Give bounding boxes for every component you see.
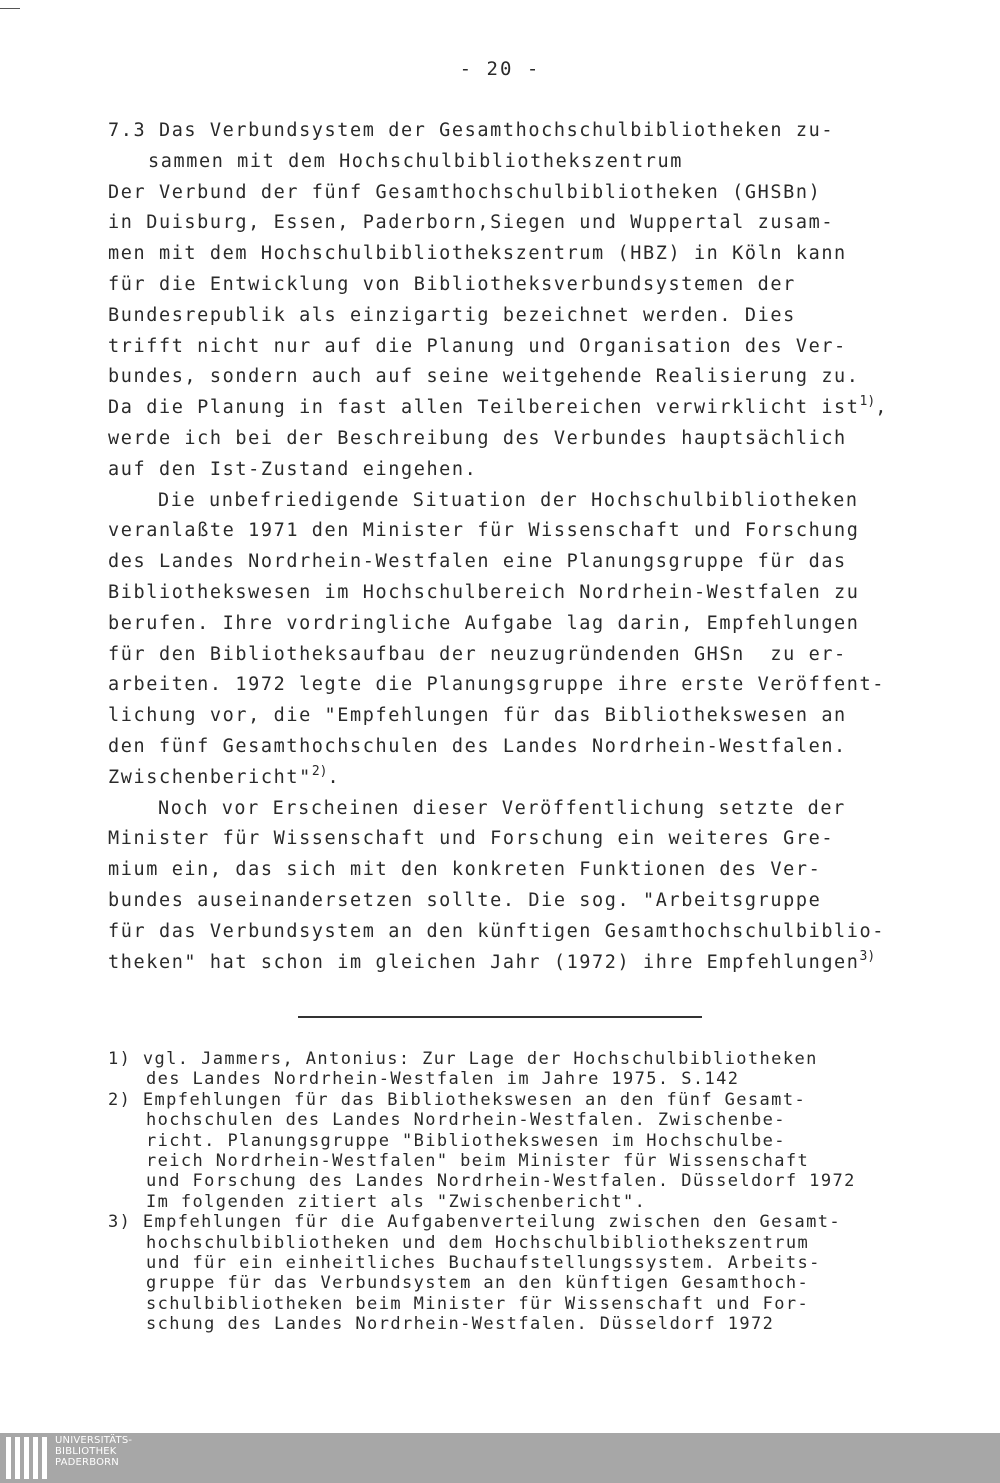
line-text: sammen mit dem Hochschulbibliothekszentrum — [148, 150, 683, 172]
line-text: werde ich bei der Beschreibung des Verbundes hauptsächlich — [108, 427, 847, 449]
line-text: berufen. Ihre vordringliche Aufgabe lag darin, Empfehlungen — [108, 612, 860, 634]
text-line — [108, 794, 898, 825]
line-punctuation: . — [327, 766, 341, 788]
footnote-line: hochschulen des Landes Nordrhein-Westfalen. Zwischenbe- — [146, 1110, 786, 1131]
footnote-line: richt. Planungsgruppe "Bibliothekswesen im Hochschulbe- — [146, 1130, 786, 1151]
text-line — [108, 301, 898, 332]
line-text: arbeiten. 1972 legte die Planungsgruppe ihre erste Veröffent- — [108, 674, 886, 696]
line-text: Die unbefriedigende Situation der Hochschulbibliotheken — [158, 489, 859, 511]
text-line — [108, 763, 898, 794]
footnote-line: schung des Landes Nordrhein-Westfalen. Düsseldorf 1972 — [146, 1314, 775, 1335]
text-line — [108, 270, 898, 301]
footnote-line: und Forschung des Landes Nordrhein-Westfalen. Düsseldorf 1972 — [146, 1171, 856, 1192]
line-text: bundes auseinandersetzen sollte. Die sog. "Arbeitsgruppe — [108, 889, 822, 911]
text-line — [108, 609, 898, 640]
text-line — [108, 824, 898, 855]
line-text: Zwischenbericht" — [108, 766, 312, 788]
text-line — [108, 147, 898, 178]
text-line — [108, 424, 898, 455]
text-line — [108, 116, 898, 147]
body-text — [108, 116, 898, 978]
text-line — [108, 732, 898, 763]
text-line — [108, 332, 898, 363]
line-text: für das Verbundsystem an den künftigen Gesamthochschulbiblio- — [108, 920, 886, 942]
line-text: für die Entwicklung von Bibliotheksverbundsystemen der — [108, 273, 796, 295]
text-line — [108, 239, 898, 270]
footnotes — [108, 1049, 928, 1334]
footnote-line: hochschulbibliotheken und dem Hochschulbibliothekszentrum — [146, 1232, 810, 1253]
text-line — [108, 208, 898, 239]
text-line — [108, 578, 898, 609]
footnote-line: Im folgenden zitiert als "Zwischenbericht". — [146, 1191, 647, 1212]
logo-line: BIBLIOTHEK — [55, 1446, 117, 1458]
footnote-line: 1) vgl. Jammers, Antonius: Zur Lage der Hochschulbibliotheken — [108, 1049, 818, 1069]
text-line — [108, 640, 898, 671]
footnote — [108, 1049, 928, 1090]
line-text: bundes, sondern auch auf seine weitgehende Realisierung zu. — [108, 366, 860, 388]
line-text: 7.3 Das Verbundsystem der Gesamthochschulbibliotheken zu- — [108, 120, 835, 141]
line-text: trifft nicht nur auf die Planung und Organisation des Ver- — [108, 335, 847, 357]
logo-line: UNIVERSITÄTS- — [55, 1435, 133, 1446]
line-text: den fünf Gesamthochschulen des Landes Nordrhein-Westfalen. — [108, 735, 847, 757]
line-punctuation: , — [875, 397, 888, 419]
library-logo-icon — [6, 1437, 50, 1479]
line-text: Der Verbund der fünf Gesamthochschulbibliotheken (GHSBn) — [108, 181, 822, 203]
text-line — [108, 886, 898, 917]
page-number: - 20 - — [459, 58, 541, 80]
line-text: des Landes Nordrhein-Westfalen eine Planungsgruppe für das — [108, 551, 847, 573]
text-line — [108, 393, 898, 424]
logo-line: PADERBORN — [55, 1457, 119, 1469]
text-line — [108, 516, 898, 547]
footnote-line: schulbibliotheken beim Minister für Wissenschaft und For- — [146, 1293, 810, 1314]
line-text: Noch vor Erscheinen dieser Veröffentlichung setzte der — [158, 797, 846, 819]
line-text: theken" hat schon im gleichen Jahr (1972) ihre Empfehlungen — [108, 951, 860, 973]
footnote-line: reich Nordrhein-Westfalen" beim Minister für Wissenschaft — [146, 1150, 810, 1171]
line-text: in Duisburg, Essen, Paderborn,Siegen und Wuppertal zusam- — [108, 212, 835, 234]
footnote-separator — [298, 1016, 702, 1018]
line-text: men mit dem Hochschulbibliothekszentrum (HBZ) in Köln kann — [108, 243, 847, 265]
footnote-line: gruppe für das Verbundsystem an den künftigen Gesamthoch- — [146, 1273, 810, 1294]
library-logo-text — [55, 1435, 132, 1469]
footnote-marker: 1) — [859, 394, 876, 410]
footnote-marker: 3) — [859, 948, 876, 964]
text-line — [108, 701, 898, 732]
footnote-marker: 2) — [311, 763, 328, 779]
text-line — [108, 917, 898, 948]
footnote-line: des Landes Nordrhein-Westfalen im Jahre 1975. S.142 — [146, 1069, 740, 1090]
footnote-line: 2) Empfehlungen für das Bibliothekswesen an den fünf Gesamt- — [108, 1089, 807, 1110]
library-footer — [0, 1433, 1000, 1483]
line-text: Minister für Wissenschaft und Forschung ein weiteres Gre- — [108, 828, 835, 850]
line-text: mium ein, das sich mit den konkreten Funktionen des Ver- — [108, 859, 822, 881]
scan-corner-mark — [0, 0, 20, 9]
line-text: auf den Ist-Zustand eingehen. — [108, 458, 478, 480]
line-text: Bundesrepublik als einzigartig bezeichnet werden. Dies — [108, 304, 796, 326]
footnote — [108, 1212, 928, 1334]
line-text: Da die Planung in fast allen Teilbereichen verwirklicht ist — [108, 397, 860, 419]
footnote-line: 3) Empfehlungen für die Aufgabenverteilung zwischen den Gesamt- — [108, 1212, 841, 1233]
line-text: Bibliothekswesen im Hochschulbereich Nordrhein-Westfalen zu — [108, 581, 860, 603]
text-line — [108, 547, 898, 578]
line-text: veranlaßte 1971 den Minister für Wissenschaft und Forschung — [108, 520, 860, 542]
footnote — [108, 1090, 928, 1212]
text-line — [108, 178, 898, 209]
line-text: für den Bibliotheksaufbau der neuzugründenden GHSn zu er- — [108, 643, 847, 665]
footnote-line: und für ein einheitliches Buchaufstellungssystem. Arbeits- — [146, 1252, 821, 1273]
text-line — [108, 362, 898, 393]
text-line — [108, 855, 898, 886]
text-line — [108, 948, 898, 979]
text-line — [108, 670, 898, 701]
line-text: lichung vor, die "Empfehlungen für das Bibliothekswesen an — [108, 705, 847, 727]
text-line — [108, 486, 898, 517]
text-line — [108, 455, 898, 486]
